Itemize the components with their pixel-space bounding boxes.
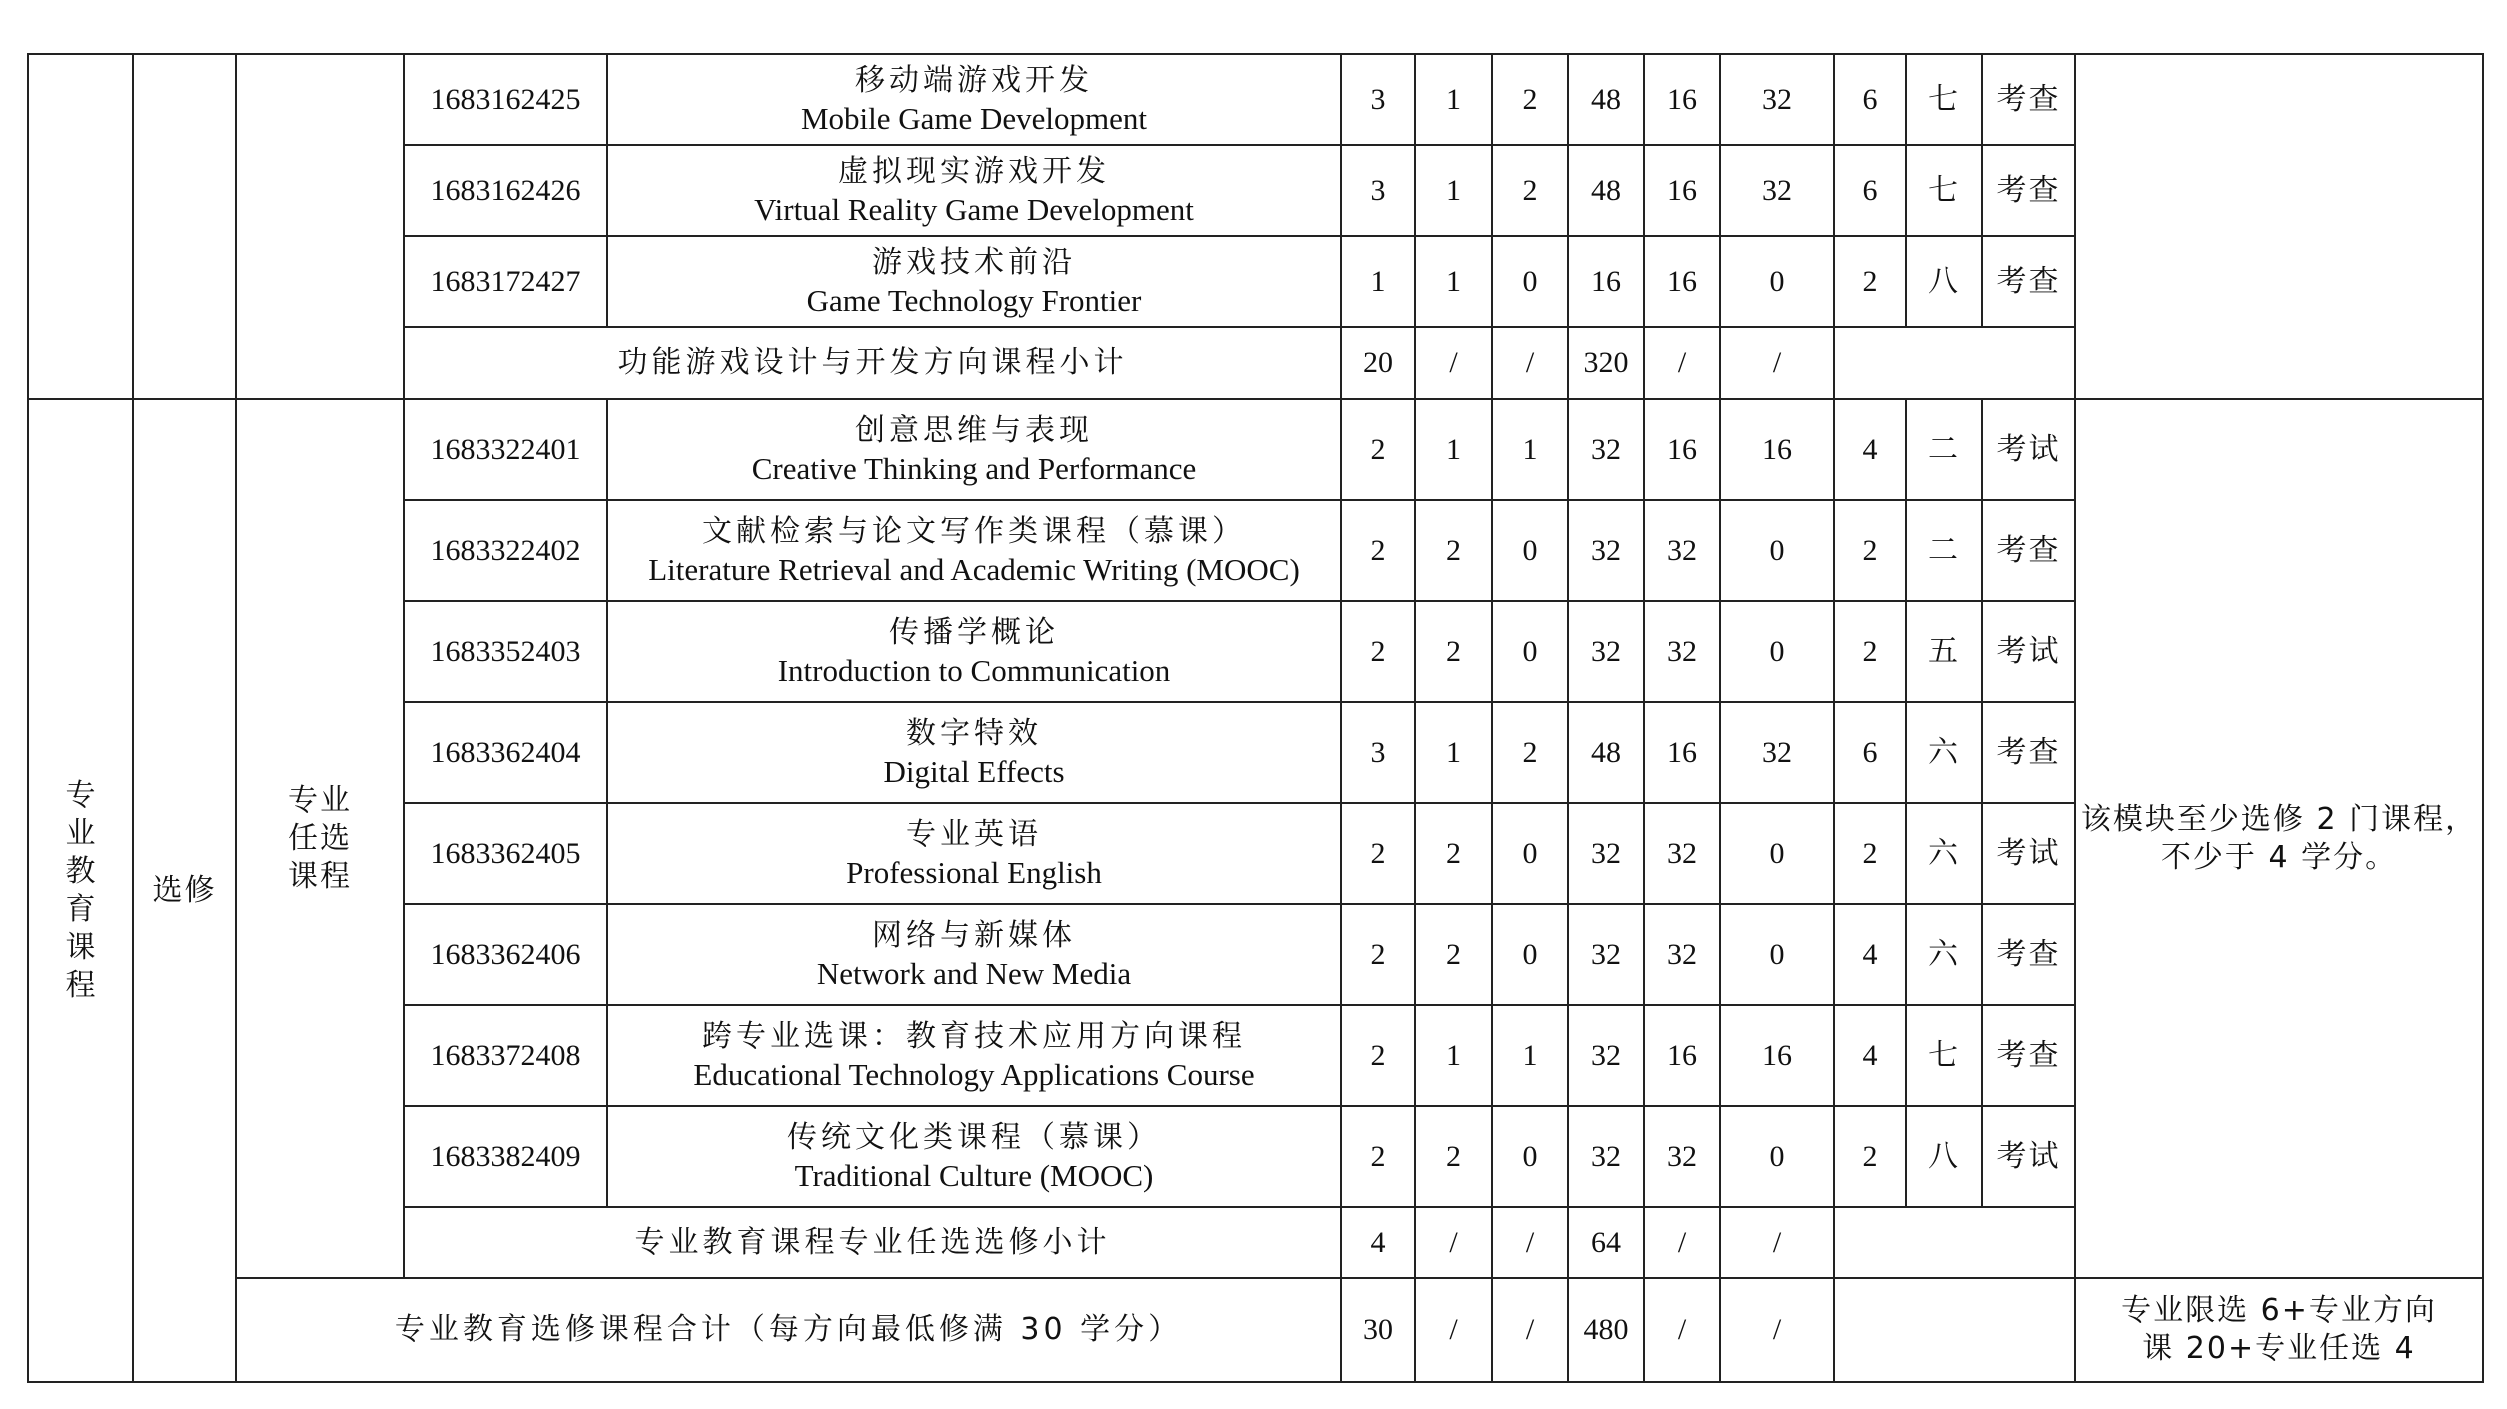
subtotal-h2: / (1720, 327, 1834, 399)
module-label-text: 专业教育课程 (65, 777, 96, 1003)
subtotal-h1: / (1644, 327, 1720, 399)
total-credits: 30 (1341, 1278, 1415, 1382)
subtotal-h2: / (1720, 1207, 1834, 1278)
hours-theory: 16 (1644, 145, 1720, 236)
subtotal-label: 功能游戏设计与开发方向课程小计 (404, 327, 1341, 399)
hours-practice: 32 (1720, 702, 1834, 803)
subtotal-empty (1834, 1207, 2075, 1278)
course-code: 1683372408 (404, 1005, 607, 1106)
term: 六 (1906, 904, 1982, 1005)
credits-theory: 2 (1415, 601, 1492, 702)
exam-type: 考试 (1982, 399, 2075, 500)
hours-practice: 0 (1720, 601, 1834, 702)
course-code: 1683322402 (404, 500, 607, 601)
subtotal-c1: / (1415, 327, 1492, 399)
course-name-en: Mobile Game Development (800, 100, 1148, 136)
course-name-cn: 虚拟现实游戏开发 (838, 153, 1110, 189)
credits: 1 (1341, 236, 1415, 327)
term: 二 (1906, 500, 1982, 601)
credits-theory: 1 (1415, 236, 1492, 327)
course-name (607, 803, 1341, 904)
total-label: 专业教育选修课程合计（每方向最低修满 30 学分） (236, 1278, 1341, 1382)
credits-theory: 2 (1415, 500, 1492, 601)
total-hours: 32 (1568, 399, 1644, 500)
course-name-cn: 跨专业选课：教育技术应用方向课程 (702, 1018, 1246, 1054)
term: 六 (1906, 803, 1982, 904)
hours-theory: 16 (1644, 399, 1720, 500)
course-code: 1683322401 (404, 399, 607, 500)
weekly-hours: 4 (1834, 904, 1906, 1005)
total-hours: 32 (1568, 1106, 1644, 1207)
hours-theory: 32 (1644, 904, 1720, 1005)
weekly-hours: 6 (1834, 145, 1906, 236)
type-label: 选修 (133, 399, 236, 1382)
term: 七 (1906, 1005, 1982, 1106)
total-hours: 32 (1568, 500, 1644, 601)
credits: 3 (1341, 702, 1415, 803)
credits-theory: 1 (1415, 145, 1492, 236)
exam-type: 考查 (1982, 54, 2075, 145)
term: 七 (1906, 54, 1982, 145)
total-h2: / (1720, 1278, 1834, 1382)
subtotal-c2: / (1492, 1207, 1568, 1278)
hours-theory: 32 (1644, 1106, 1720, 1207)
credits-theory: 2 (1415, 803, 1492, 904)
course-code: 1683352403 (404, 601, 607, 702)
hours-theory: 32 (1644, 601, 1720, 702)
course-name-cn: 创意思维与表现 (855, 412, 1093, 448)
table-row (28, 54, 2483, 145)
hours-theory: 16 (1644, 54, 1720, 145)
weekly-hours: 6 (1834, 702, 1906, 803)
module-note: 该模块至少选修 2 门课程，不少于 4 学分。 (2075, 399, 2483, 1278)
total-hours: 48 (1568, 54, 1644, 145)
total-hours: 16 (1568, 236, 1644, 327)
hours-theory: 16 (1644, 236, 1720, 327)
hours-theory: 16 (1644, 1005, 1720, 1106)
credits-practice: 1 (1492, 1005, 1568, 1106)
exam-type: 考查 (1982, 145, 2075, 236)
exam-type: 考查 (1982, 236, 2075, 327)
term: 五 (1906, 601, 1982, 702)
exam-type: 考查 (1982, 500, 2075, 601)
course-name-en: Digital Effects (883, 753, 1065, 789)
course-code: 1683162426 (404, 145, 607, 236)
subtotal-hours: 64 (1568, 1207, 1644, 1278)
term: 八 (1906, 1106, 1982, 1207)
hours-theory: 32 (1644, 500, 1720, 601)
total-c2: / (1492, 1278, 1568, 1382)
credits-practice: 0 (1492, 904, 1568, 1005)
course-name-en: Creative Thinking and Performance (751, 450, 1197, 486)
weekly-hours: 2 (1834, 236, 1906, 327)
credits: 2 (1341, 1106, 1415, 1207)
course-name-cn: 游戏技术前沿 (872, 244, 1076, 280)
exam-type: 考查 (1982, 904, 2075, 1005)
total-empty (1834, 1278, 2075, 1382)
credits: 2 (1341, 1005, 1415, 1106)
course-name (607, 399, 1341, 500)
course-name-cn: 文献检索与论文写作类课程（慕课） (702, 513, 1246, 549)
total-h1: / (1644, 1278, 1720, 1382)
subtotal-credits: 4 (1341, 1207, 1415, 1278)
subtotal-c1: / (1415, 1207, 1492, 1278)
type-cell-empty (133, 54, 236, 399)
exam-type: 考试 (1982, 803, 2075, 904)
credits: 2 (1341, 500, 1415, 601)
module-cell-empty (28, 54, 133, 399)
course-name-en: Literature Retrieval and Academic Writing (MOOC) (648, 551, 1300, 587)
credits: 2 (1341, 601, 1415, 702)
exam-type: 考试 (1982, 601, 2075, 702)
exam-type: 考试 (1982, 1106, 2075, 1207)
credits-practice: 2 (1492, 145, 1568, 236)
total-hours: 32 (1568, 601, 1644, 702)
course-name-cn: 传统文化类课程（慕课） (787, 1119, 1161, 1155)
course-name-en: Network and New Media (816, 955, 1132, 991)
term: 六 (1906, 702, 1982, 803)
course-code: 1683172427 (404, 236, 607, 327)
course-code: 1683382409 (404, 1106, 607, 1207)
course-code: 1683362405 (404, 803, 607, 904)
credits-theory: 2 (1415, 904, 1492, 1005)
course-name (607, 1106, 1341, 1207)
subtotal-h1: / (1644, 1207, 1720, 1278)
course-code: 1683162425 (404, 54, 607, 145)
remark-cell-empty (2075, 54, 2483, 399)
course-name-en: Educational Technology Applications Course (693, 1056, 1255, 1092)
credits-theory: 2 (1415, 1106, 1492, 1207)
credits-theory: 1 (1415, 702, 1492, 803)
module-label (28, 399, 133, 1382)
credits-theory: 1 (1415, 1005, 1492, 1106)
credits: 3 (1341, 145, 1415, 236)
hours-practice: 0 (1720, 1106, 1834, 1207)
hours-practice: 32 (1720, 54, 1834, 145)
term: 八 (1906, 236, 1982, 327)
total-note: 专业限选 6+专业方向课 20+专业任选 4 (2075, 1278, 2483, 1382)
term: 七 (1906, 145, 1982, 236)
course-name (607, 1005, 1341, 1106)
hours-practice: 16 (1720, 399, 1834, 500)
weekly-hours: 2 (1834, 803, 1906, 904)
hours-practice: 32 (1720, 145, 1834, 236)
weekly-hours: 2 (1834, 601, 1906, 702)
course-name (607, 702, 1341, 803)
total-hours: 32 (1568, 904, 1644, 1005)
credits: 2 (1341, 904, 1415, 1005)
total-hours: 32 (1568, 803, 1644, 904)
subtotal-hours: 320 (1568, 327, 1644, 399)
credits-practice: 0 (1492, 601, 1568, 702)
credits: 3 (1341, 54, 1415, 145)
course-name-cn: 移动端游戏开发 (855, 62, 1093, 98)
course-name (607, 904, 1341, 1005)
course-name-en: Game Technology Frontier (806, 282, 1142, 318)
hours-theory: 32 (1644, 803, 1720, 904)
course-name (607, 236, 1341, 327)
course-name-en: Traditional Culture (MOOC) (794, 1157, 1154, 1193)
subtype-label-text: 专业任选课程 (288, 782, 352, 894)
total-hours: 480 (1568, 1278, 1644, 1382)
course-name (607, 601, 1341, 702)
course-name (607, 145, 1341, 236)
course-table (27, 53, 2484, 1383)
credits-practice: 1 (1492, 399, 1568, 500)
hours-practice: 0 (1720, 803, 1834, 904)
table-row (28, 399, 2483, 500)
total-hours: 48 (1568, 145, 1644, 236)
credits: 2 (1341, 399, 1415, 500)
total-row (28, 1278, 2483, 1382)
credits-practice: 0 (1492, 1106, 1568, 1207)
total-hours: 32 (1568, 1005, 1644, 1106)
hours-practice: 16 (1720, 1005, 1834, 1106)
term: 二 (1906, 399, 1982, 500)
exam-type: 考查 (1982, 702, 2075, 803)
exam-type: 考查 (1982, 1005, 2075, 1106)
credits: 2 (1341, 803, 1415, 904)
subtotal-c2: / (1492, 327, 1568, 399)
total-hours: 48 (1568, 702, 1644, 803)
course-name-cn: 传播学概论 (889, 614, 1059, 650)
subtotal-credits: 20 (1341, 327, 1415, 399)
hours-practice: 0 (1720, 500, 1834, 601)
course-name (607, 500, 1341, 601)
total-c1: / (1415, 1278, 1492, 1382)
course-name-cn: 专业英语 (906, 816, 1042, 852)
weekly-hours: 2 (1834, 500, 1906, 601)
weekly-hours: 6 (1834, 54, 1906, 145)
credits-practice: 2 (1492, 54, 1568, 145)
hours-theory: 16 (1644, 702, 1720, 803)
course-name-cn: 数字特效 (906, 715, 1042, 751)
credits-practice: 0 (1492, 236, 1568, 327)
weekly-hours: 4 (1834, 1005, 1906, 1106)
credits-practice: 2 (1492, 702, 1568, 803)
subtype-cell-empty (236, 54, 404, 399)
course-code: 1683362406 (404, 904, 607, 1005)
subtotal-empty (1834, 327, 2075, 399)
subtype-label (236, 399, 404, 1278)
course-name (607, 54, 1341, 145)
hours-practice: 0 (1720, 904, 1834, 1005)
credits-theory: 1 (1415, 54, 1492, 145)
credits-theory: 1 (1415, 399, 1492, 500)
course-code: 1683362404 (404, 702, 607, 803)
course-name-en: Introduction to Communication (777, 652, 1171, 688)
weekly-hours: 2 (1834, 1106, 1906, 1207)
course-name-cn: 网络与新媒体 (872, 917, 1076, 953)
credits-practice: 0 (1492, 803, 1568, 904)
credits-practice: 0 (1492, 500, 1568, 601)
course-name-en: Virtual Reality Game Development (754, 191, 1194, 227)
hours-practice: 0 (1720, 236, 1834, 327)
course-name-en: Professional English (846, 854, 1102, 890)
weekly-hours: 4 (1834, 399, 1906, 500)
subtotal-label: 专业教育课程专业任选选修小计 (404, 1207, 1341, 1278)
